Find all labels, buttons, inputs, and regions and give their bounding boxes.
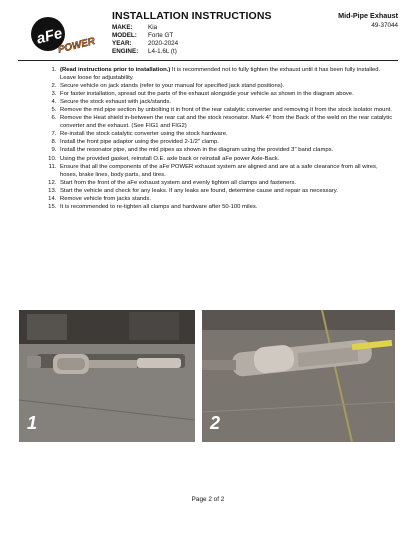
step-item [58,82,396,90]
step-item [58,106,396,114]
header-divider [18,60,398,61]
step-item [58,203,396,211]
step-item [58,163,396,179]
step-item [58,155,396,163]
product-name: Mid-Pipe Exhaust [338,11,398,20]
spec-key: ENGINE: [112,48,139,55]
part-number: 49-37044 [371,22,398,29]
spec-row-make [112,24,157,32]
figure-2-photo [202,310,395,442]
step-text: Secure the stock exhaust with jack/stands. [60,99,171,106]
step-item [58,90,396,98]
step-text: It is recommended to re-tighten all clamps and hardware after 50-100 miles. [60,203,258,210]
spec-value: Kia [148,24,158,31]
step-text: For faster installation, spread out the parts of the exhaust alongside your vehicle as shown in the diagram above. [60,91,354,98]
page-title: INSTALLATION INSTRUCTIONS [112,10,272,22]
step-text: Secure vehicle on jack stands (refer to your manual for specified jack stand positions). [60,83,285,90]
step-text: Remove the mid pipe section by unbolting it in front of the rear catalytic converter and removing it from the stock isolator mount. [60,107,392,114]
svg-text:aFe: aFe [34,24,65,48]
step-text: Remove the Heat shield in-between the rear cat and the stock resonator. Mark 4" from the Back of the weld on the rear catalytic converter and the exhaust. (See FIG1 and FIG2) [60,115,393,130]
spec-value: 2020-2024 [148,40,179,47]
figure-1-photo [19,310,195,442]
spec-key: MODEL: [112,32,137,39]
figure-number: 1 [27,413,38,433]
step-item [58,130,396,138]
step-text: Re-install the stock catalytic converter using the stock hardware. [60,131,228,138]
step-item [58,146,396,154]
spec-value: L4-1.6L (t) [148,48,177,55]
step-item [58,138,396,146]
figure-number: 2 [210,413,221,433]
spec-value: Forte GT [148,32,174,39]
step-bold: (Read instructions prior to installation.) [60,67,171,73]
step-item [58,66,396,82]
step-text: Install the resonator pipe, and the mid pipes as shown in the diagram using the provided 3" band clamps. [60,147,334,154]
step-item [58,114,396,130]
step-item [58,179,396,187]
step-text: Start from the front of the aFe exhaust system and evenly tighten all clamps and fasteners. [60,179,297,186]
instruction-steps [36,66,396,211]
step-text: Using the provided gasket, reinstall O.E. axle back or reinstall aFe power Axle-Back. [60,155,280,162]
step-text: Remove vehicle from jacks stands. [60,195,152,202]
svg-text:POWER: POWER [56,35,97,56]
step-item [58,98,396,106]
spec-key: YEAR: [112,40,132,47]
spec-key: MAKE: [112,24,133,31]
step-item [58,195,396,203]
spec-row-model [112,32,173,40]
spec-row-engine [112,48,177,56]
page-footer: Page 2 of 2 [191,496,225,503]
step-text: It is recommended not to fully tighten the exhaust until it has been fully installed. Leave loose for adjustability. [60,67,381,82]
spec-row-year [112,40,178,48]
step-text: Start the vehicle and check for any leaks. If any leaks are found, determine cause and repair as necessary. [60,187,338,194]
step-text: Ensure that all the components of the aFe POWER exhaust system are aligned and are at a safe clearance from all wires, hoses, brake lines, body parts, and tires. [60,163,378,178]
step-item [58,187,396,195]
afe-power-logo [30,10,100,62]
step-text: Install the front pipe adaptor using the provided 2-1/2" clamp. [60,139,219,146]
